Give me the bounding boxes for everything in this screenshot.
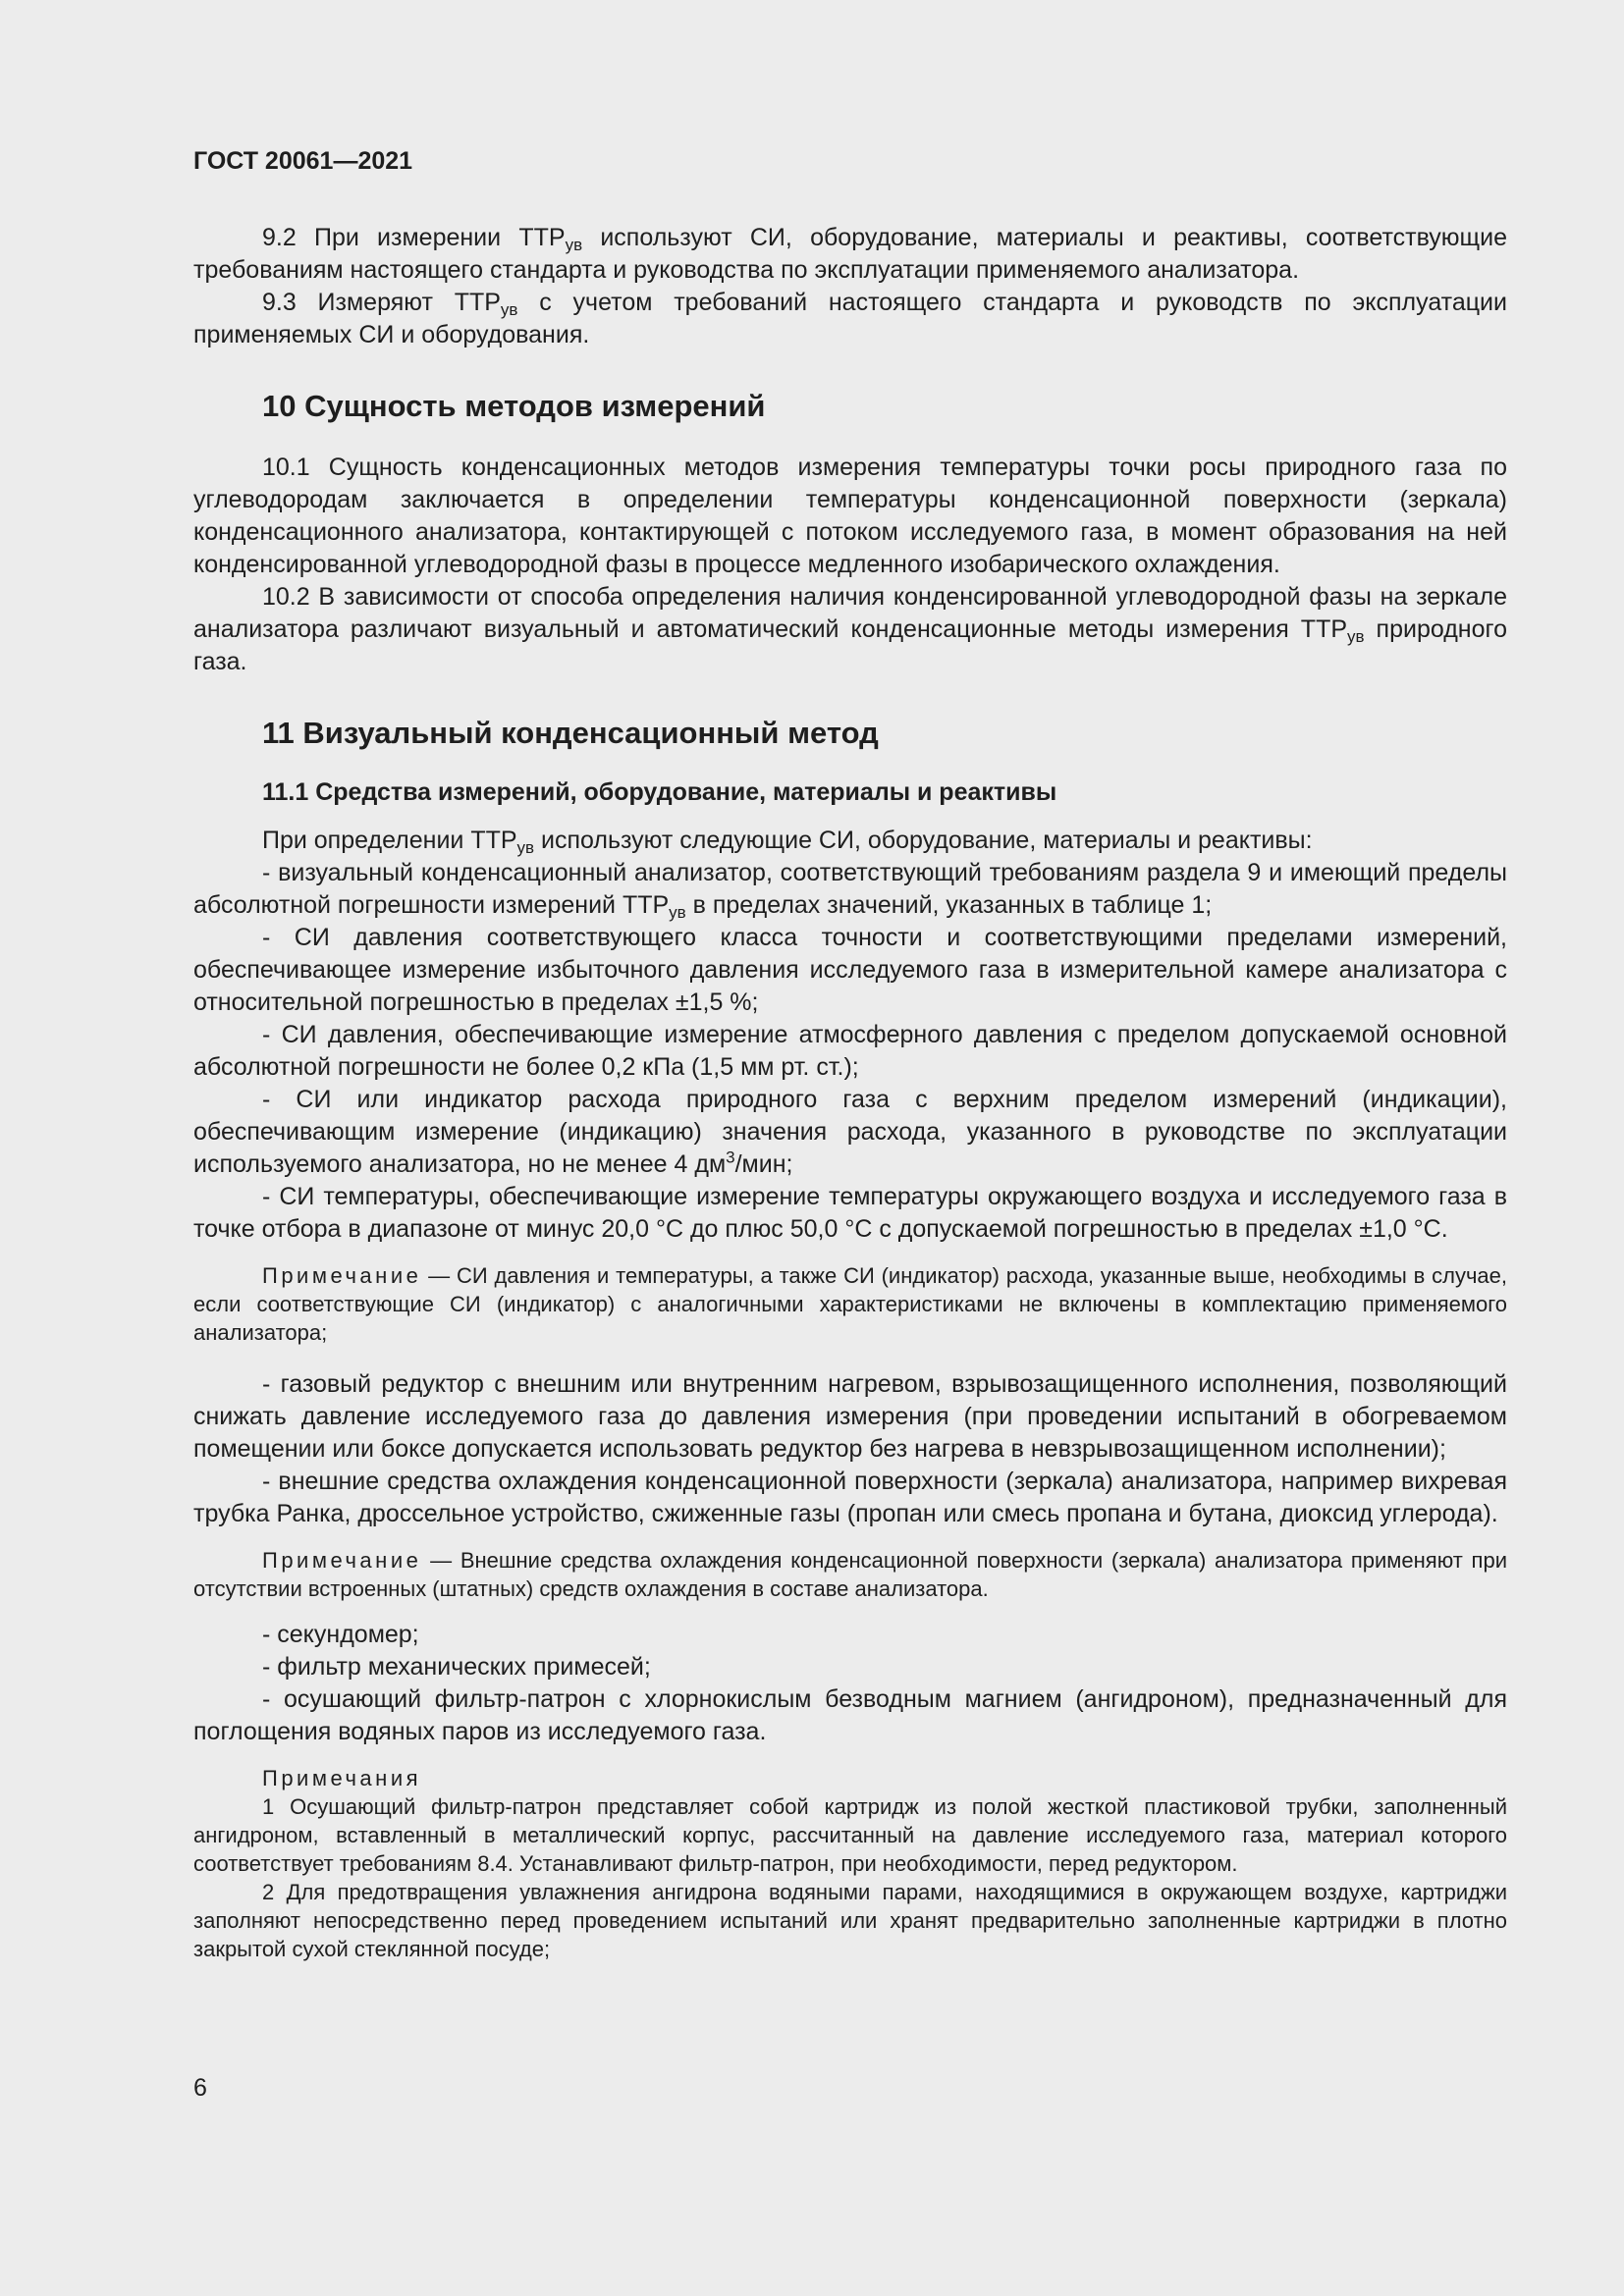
- list-item: - СИ температуры, обеспечивающие измерение температуры окружающего воздуха и исследуемого газа в точке отбора в диапазоне от минус 20,0 °С до плюс 50,0 °С с допускаемой погрешностью в пределах ±1,0 °С.: [193, 1183, 1507, 1243]
- list-intro: При определении $ТТР_{ув}$ используют следующие СИ, оборудование, материалы и реактивы:: [262, 827, 1313, 857]
- paragraph-10-2: 10.2 В зависимости от способа определения наличия конденсированной углеводородной фазы на зеркале анализатора различают визуальный и автоматический конденсационные методы измерения $ТТР_{ув}$ природного газа.: [193, 583, 1507, 675]
- note-numbered-1: 1 Осушающий фильтр-патрон представляет собой картридж из полой жесткой пластиковой трубки, заполненный ангидроном, вставленный в металлический корпус, рассчитанный на давление исследуемого газа, материал которого соответствует требованиям 8.4. Устанавливают фильтр-патрон, при необходимости, перед редуктором.: [193, 1794, 1507, 1876]
- note-label: Примечание: [262, 1548, 422, 1573]
- note-1: Примечание — СИ давления и температуры, а также СИ (индикатор) расхода, указанные выше, необходимы в случае, если соответствующие СИ (индикатор) с аналогичными характеристиками не включены в комплектацию применяемого анализатора;: [193, 1263, 1507, 1345]
- list-item: - внешние средства охлаждения конденсационной поверхности (зеркала) анализатора, например вихревая трубка Ранка, дроссельное устройство, сжиженные газы (пропан или смесь пропана и бутана, диоксид углерода).: [193, 1468, 1507, 1527]
- list-item: - осушающий фильтр-патрон с хлорнокислым безводным магнием (ангидроном), предназначенный для поглощения водяных паров из исследуемого газа.: [193, 1685, 1507, 1745]
- paragraph-9-2: 9.2 При измерении $ТТР_{ув}$ используют СИ, оборудование, материалы и реактивы, соответствующие требованиям настоящего стандарта и руководства по эксплуатации применяемого анализатора.: [193, 224, 1507, 284]
- subsection-11-1-heading: 11.1 Средства измерений, оборудование, материалы и реактивы: [262, 778, 1057, 806]
- list-item: - СИ давления соответствующего класса точности и соответствующими пределами измерений, обеспечивающее измерение избыточного давления исследуемого газа в измерительной камере анализатора с относительной погрешностью в пределах ±1,5 %;: [193, 924, 1507, 1016]
- page-number: 6: [193, 2074, 207, 2102]
- note-numbered-2: 2 Для предотвращения увлажнения ангидрона водяными парами, находящимися в окружающем воздухе, картриджи заполняют непосредственно перед проведением испытаний или хранят предварительно заполненные картриджи в плотно закрытой сухой стеклянной посуде;: [193, 1880, 1507, 1961]
- section-10-heading: 10 Сущность методов измерений: [262, 389, 766, 423]
- paragraph-10-1: 10.1 Сущность конденсационных методов измерения температуры точки росы природного газа по углеводородам заключается в определении температуры конденсационной поверхности (зеркала) конденсационного анализатора, контактирующей с потоком исследуемого газа, в момент образования на ней конденсированной углеводородной фазы в процессе медленного изобарического охлаждения.: [193, 454, 1507, 578]
- list-item: - секундомер;: [262, 1621, 419, 1648]
- section-11-heading: 11 Визуальный конденсационный метод: [262, 716, 879, 750]
- list-item: - фильтр механических примесей;: [262, 1653, 651, 1681]
- list-item: - газовый редуктор с внешним или внутренним нагревом, взрывозащищенного исполнения, позволяющий снижать давление исследуемого газа до давления измерения (при проведении испытаний в обогреваемом помещении или боксе допускается использовать редуктор без нагрева в невзрывозащищенном исполнении);: [193, 1370, 1507, 1463]
- notes-title: Примечания: [262, 1766, 422, 1790]
- note-label: Примечание: [262, 1263, 422, 1288]
- list-item: - визуальный конденсационный анализатор, соответствующий требованиям раздела 9 и имеющий пределы абсолютной погрешности измерений $ТТР_{ув}$ в пределах значений, указанных в таблице 1;: [193, 859, 1507, 922]
- list-item: - СИ давления, обеспечивающие измерение атмосферного давления с пределом допускаемой основной абсолютной погрешности не более 0,2 кПа (1,5 мм рт. ст.);: [193, 1021, 1507, 1081]
- document-header: ГОСТ 20061—2021: [193, 147, 413, 175]
- list-item: - СИ или индикатор расхода природного газа с верхним пределом измерений (индикации), обеспечивающим измерение (индикацию) значения расхода, указанного в руководстве по эксплуатации используемого анализатора, но не менее 4 $дм^3$/мин;: [193, 1086, 1507, 1178]
- document-body: [193, 222, 1507, 1963]
- note-2: Примечание — Внешние средства охлаждения конденсационной поверхности (зеркала) анализатора применяют при отсутствии встроенных (штатных) средств охлаждения в составе анализатора.: [193, 1548, 1507, 1601]
- paragraph-9-3: 9.3 Измеряют $ТТР_{ув}$ с учетом требований настоящего стандарта и руководств по эксплуатации применяемых СИ и оборудования.: [193, 289, 1507, 348]
